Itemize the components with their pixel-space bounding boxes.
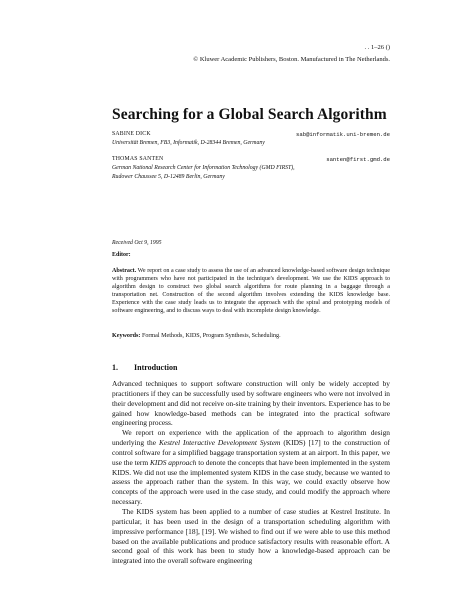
introduction-body — [112, 379, 390, 566]
kids-approach-term: KIDS approach — [150, 457, 197, 467]
keywords-label: Keywords: — [112, 333, 141, 339]
abstract-text: We report on a case study to assess the use of an advanced knowledge-based software design technique with programmers who have not participated in the technique's development. We use the KIDS approach to algorithm design to construct two global search algorithms for route planning in a baggage through a transportation net. Construction of the second algorithm involves extending the KIDS knowledge base. Experience with the case study leads us to integrate the approach with the spiral and prototyping models of software engineering, and to discuss ways to deal with incomplete design knowledge. — [112, 268, 391, 314]
paragraph-2-part-b: (KIDS) [17] to the construction of control software for a simplified baggage transportation system at an airport. In this paper, we use the term — [112, 438, 391, 467]
author-2-email: santen@first.gmd.de — [326, 156, 390, 163]
author-2-affiliation-line-1: German National Research Center for Information Technology (GMD FIRST), — [112, 165, 295, 171]
section-title: Introduction — [134, 363, 178, 372]
paper-title: Searching for a Global Search Algorithm — [112, 106, 387, 123]
paragraph-1: Advanced techniques to support software construction will only be widely accepted by practitioners if they can be successfully used by software engineers who were not involved in their development and did not receive on-site training by their inventors. Experience has to be gained how knowledge-based methods can be integrated into the practical software engineering process. — [112, 379, 390, 428]
author-1-name: SABINE DICK — [112, 131, 151, 137]
publisher-line: © Kluwer Academic Publishers, Boston. Manufactured in The Netherlands. — [193, 56, 390, 63]
abstract-label: Abstract. — [112, 268, 137, 274]
kids-system-name: Kestrel Interactive Development System — [158, 438, 281, 448]
author-1-email: sab@informatik.uni-bremen.de — [296, 131, 390, 138]
author-2-name: THOMAS SANTEN — [112, 156, 164, 162]
author-1-affiliation: Universität Bremen, FB3, Informatik, D-28344 Bremen, Germany — [112, 140, 265, 146]
keywords-text: Formal Methods, KIDS, Program Synthesis, Scheduling. — [141, 333, 281, 339]
author-2-affiliation-line-2: Rudower Chaussee 5, D-12489 Berlin, Germany — [112, 174, 225, 180]
received-date: Received Oct 9, 1995 — [112, 240, 162, 246]
paragraph-2-part-a: We report on experience with the application of the approach to algorithm design underlying the — [112, 428, 390, 448]
paragraph-2-part-c: to denote the concepts that have been implemented in the system KIDS. We did not use the implemented system KIDS in the case study, because we wanted to assess the approach rather than the system. In this way, we could exactly observe how concepts of the approach were used in the case study, and could modify the approach where necessary. — [112, 457, 390, 507]
section-heading — [112, 363, 177, 372]
paragraph-3: The KIDS system has been applied to a number of case studies at Kestrel Institute. In particular, it has been used in the design of a transportation scheduling algorithm with impressive performance [18], [19]. We wished to find out if we were able to use this method based on the available publications and produce satisfactory results with reasonable effort. A second goal of this work has been to study how a knowledge-based approach can be integrated into the overall software engineering — [112, 506, 390, 566]
abstract — [112, 268, 390, 315]
section-number: 1. — [112, 363, 118, 372]
editor-label: Editor: — [112, 252, 131, 258]
page-range: . . 1–26 () — [364, 44, 390, 51]
paragraph-2 — [112, 428, 390, 507]
keywords — [112, 333, 390, 341]
